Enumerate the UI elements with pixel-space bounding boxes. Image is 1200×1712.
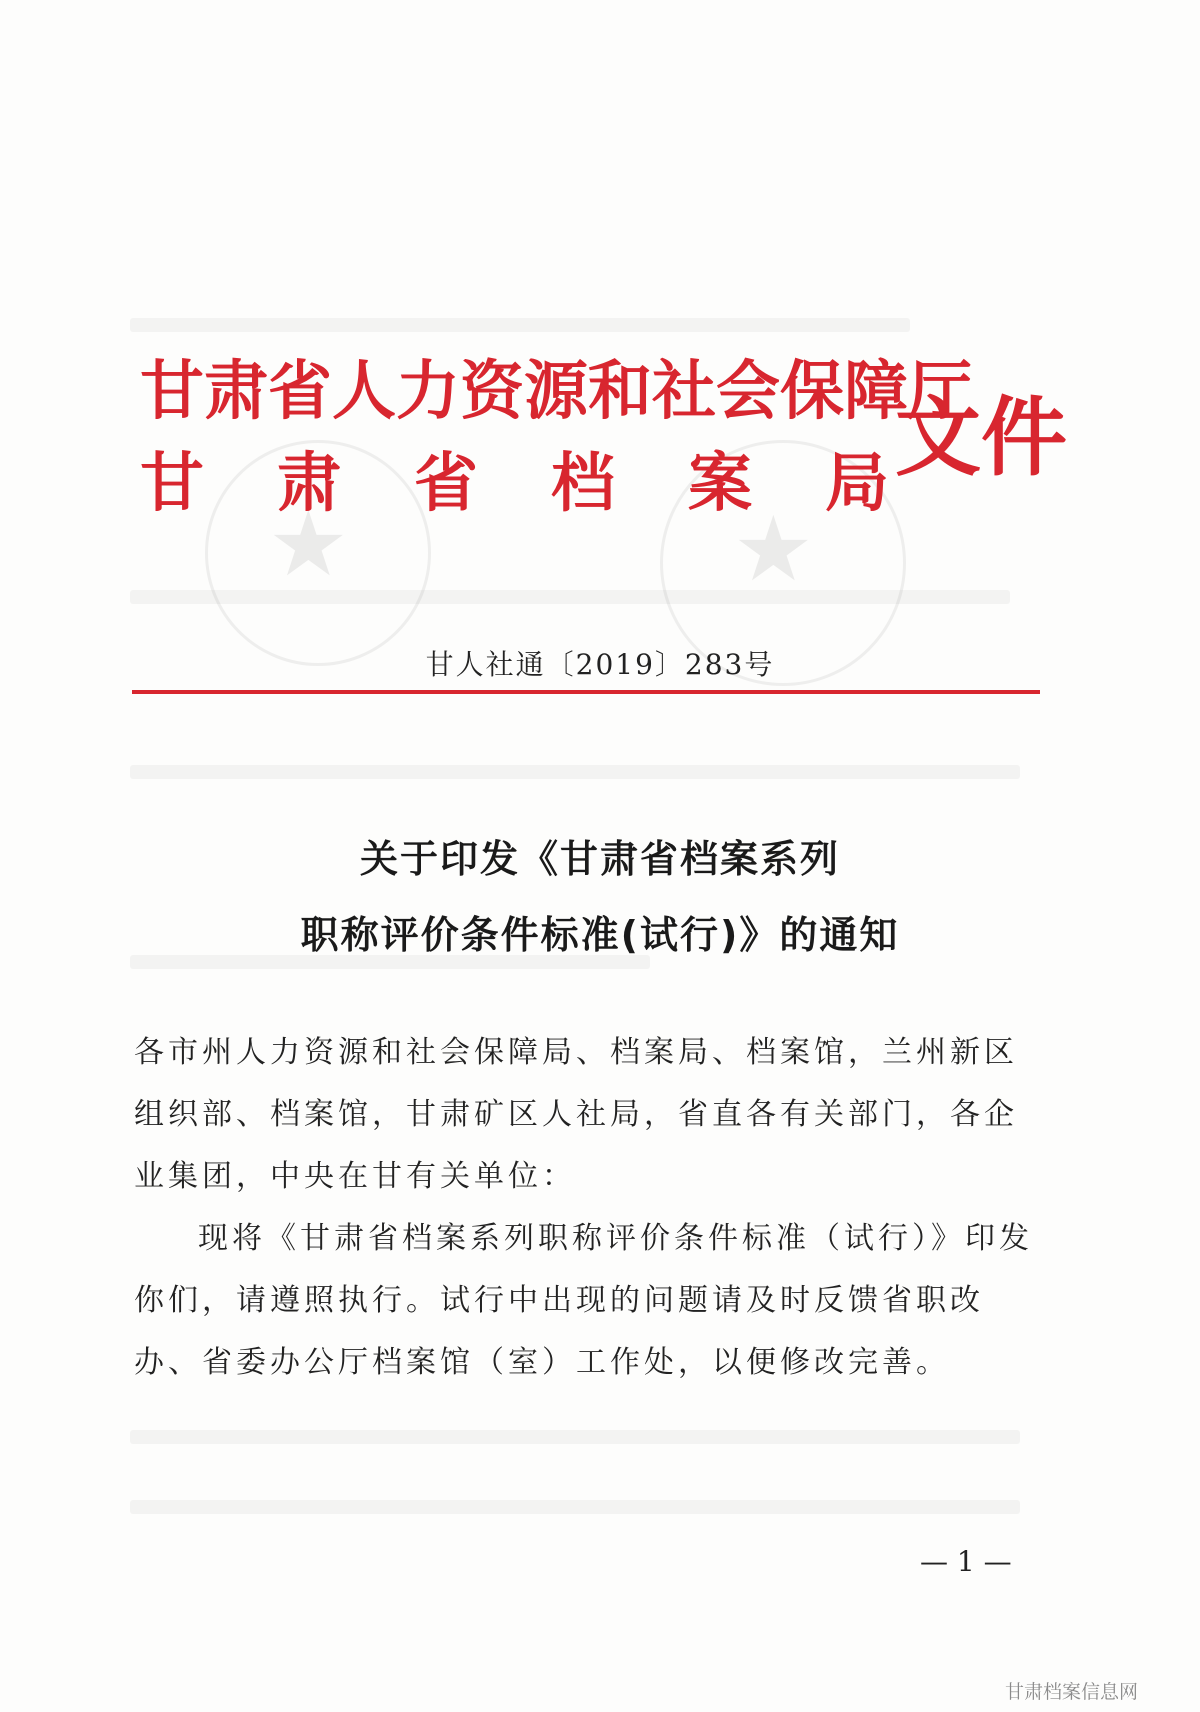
page-number: — 1 — xyxy=(920,1545,1012,1578)
bleed-through-line xyxy=(130,765,1020,779)
header-org-line-2: 甘肃省档案局 xyxy=(140,447,962,521)
body-paragraph: 现将《甘肃省档案系列职称评价条件标准（试行）》印发你们，请遵照执行。试行中出现的问题请及时反馈省职改办、省委办公厅档案馆（室）工作处，以便修改完善。 xyxy=(134,1221,1033,1380)
document-title-line-1: 关于印发《甘肃省档案系列 xyxy=(359,837,840,881)
ghost-star-icon: ★ xyxy=(268,492,349,597)
site-watermark: 甘肃档案信息网 xyxy=(1004,1681,1138,1703)
document-number: 甘人社通〔2019〕283号 xyxy=(425,648,775,681)
header-org-line-1: 甘肃省人力资源和社会保障厅 xyxy=(140,355,972,429)
document-title-line-2: 职称评价条件标准(试行)》的通知 xyxy=(300,913,900,957)
header-doc-word: 文件 xyxy=(895,388,1067,488)
bleed-through-line xyxy=(130,318,910,332)
bleed-through-line xyxy=(130,1500,1020,1514)
ghost-star-icon: ★ xyxy=(733,497,814,602)
addressee: 各市州人力资源和社会保障局、档案局、档案馆，兰州新区组织部、档案馆，甘肃矿区人社局，省直各有关部门，各企业集团，中央在甘有关单位： xyxy=(134,1035,1018,1194)
bleed-through-line xyxy=(130,1430,1020,1444)
red-divider xyxy=(132,690,1040,694)
